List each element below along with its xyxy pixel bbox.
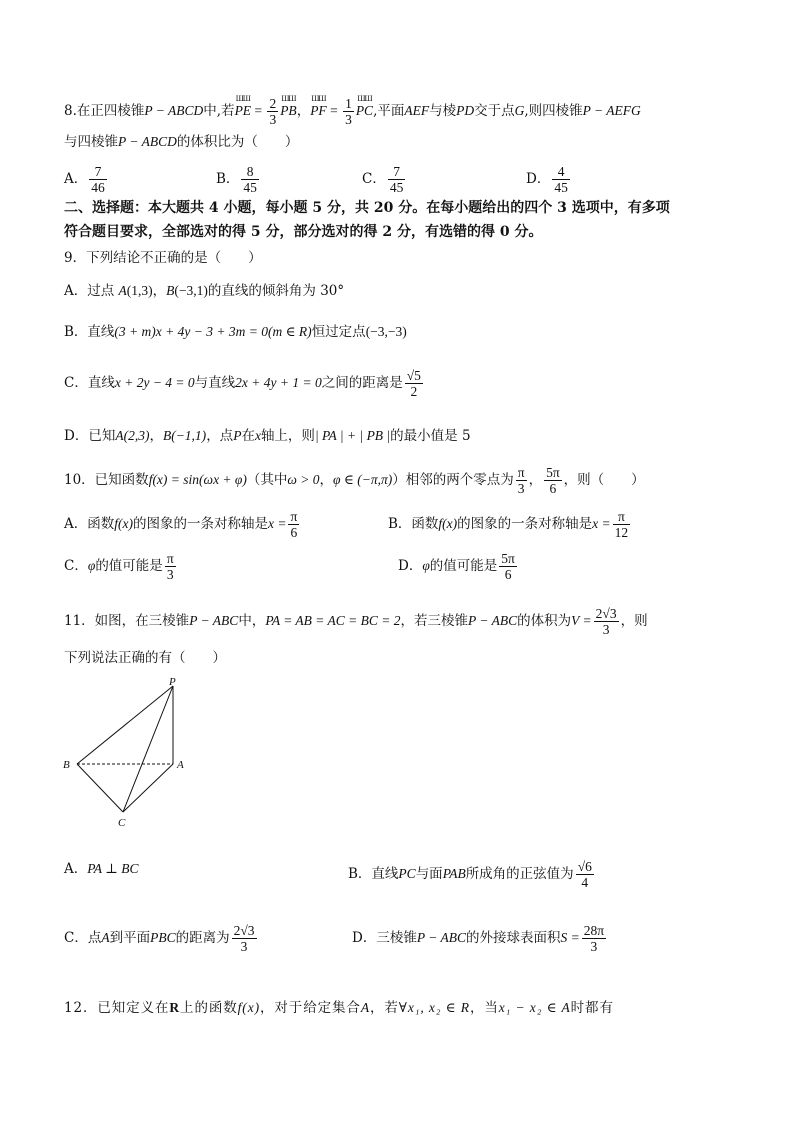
numerator: π (290, 509, 298, 524)
option-text: 的图象的一条对称轴是 (132, 516, 268, 532)
axis-eq: x = (267, 516, 287, 531)
numerator: 2√3 (595, 606, 617, 621)
option-text: ，点 (206, 428, 234, 444)
q10-text: ）相邻的两个零点为 (392, 472, 514, 488)
point-g: G (514, 103, 525, 118)
function-name: f(x) (237, 1000, 260, 1015)
option-text: 与面 (415, 866, 443, 882)
q10-option-d[interactable] (398, 551, 519, 582)
pyramid: P − ABC (189, 613, 239, 628)
q9-option-c[interactable] (64, 368, 425, 399)
fraction-sqrt5-2 (405, 368, 423, 399)
q9-option-d[interactable] (64, 426, 471, 446)
option-label: D． (526, 171, 551, 187)
option-text: 的值可能是 (95, 558, 163, 574)
q11-text: 中， (238, 613, 266, 629)
q10-stem (64, 465, 645, 496)
q11-stem-cont: 下列说法正确的有（ ） (64, 650, 226, 666)
denominator: 4 (581, 875, 589, 890)
option-label: A． (64, 171, 88, 187)
option-text: 到平面 (109, 930, 151, 946)
q8-text: 交于点 (474, 103, 515, 119)
difference-cond: x₁ − x₂ ∈ A (498, 1000, 571, 1015)
option-text: 的图象的一条对称轴是 (457, 516, 593, 532)
q10-text: ，则（ ） (563, 472, 645, 488)
fraction-5pi-6 (544, 465, 562, 496)
denominator: 45 (554, 180, 568, 195)
phi-symbol: φ (422, 558, 430, 573)
edge-pb (77, 686, 173, 764)
edge-ca (123, 764, 173, 812)
plane-pab: PAB (442, 866, 466, 881)
q10-option-c[interactable] (64, 551, 178, 582)
q11-text: ，若三棱锥 (400, 613, 469, 629)
q8-line2 (64, 132, 298, 152)
line-pc: PC (398, 866, 416, 881)
option-text: 的外接球表面积 (465, 930, 561, 946)
vector-arrow: ШШ (357, 94, 372, 103)
option-text: 与直线 (194, 375, 236, 391)
q10-text: 10．已知函数 (64, 472, 149, 488)
function-name: f(x) (438, 516, 458, 531)
numerator: 8 (241, 164, 259, 180)
denominator: 46 (91, 180, 105, 195)
perpendicular: PA ⊥ BC (87, 861, 139, 876)
vector-pf (310, 94, 327, 121)
q8-text: 在正四棱锥 (76, 103, 145, 119)
q8-number: 8. (64, 103, 77, 119)
numerator: 2√3 (233, 923, 255, 938)
q10-option-b[interactable] (388, 509, 632, 540)
edge-bc (77, 764, 123, 812)
q11-option-c[interactable] (64, 923, 259, 954)
option-text: B．直线 (64, 324, 115, 340)
equals: = (326, 103, 342, 118)
q8-pyramid: P − ABCD (118, 134, 177, 149)
q8-options (64, 156, 714, 196)
fraction-pi-3 (516, 465, 527, 496)
option-text: D．三棱锥 (352, 930, 417, 946)
separator: ， (149, 428, 163, 444)
edge-pc (123, 686, 173, 812)
option-fraction (89, 164, 107, 195)
label-b: B (63, 759, 70, 771)
point-p: P (233, 428, 242, 443)
numerator: 28π (583, 923, 605, 938)
numerator: 4 (552, 164, 570, 180)
q10-option-a[interactable] (64, 509, 301, 540)
q12-text: ，当 (469, 1000, 499, 1016)
plane-aef: AEF (404, 103, 430, 118)
option-text: 恒过定点 (311, 324, 366, 340)
fraction-pi-12 (613, 509, 631, 540)
denominator: 3 (602, 622, 610, 637)
option-text: 所成角的正弦值为 (465, 866, 574, 882)
option-text: 轴上，则 (260, 428, 315, 444)
fraction-1-3 (343, 96, 354, 127)
option-text: C． (64, 558, 88, 574)
option-text: 之间的距离是 (321, 375, 403, 391)
line-equation: 2x + 4y + 1 = 0 (235, 375, 322, 390)
denominator: 3 (345, 112, 352, 127)
fraction-5pi-6 (499, 551, 517, 582)
q8-pyramid-aefg: P − AEFG (582, 103, 641, 118)
option-text: 的距离为 (175, 930, 230, 946)
q8-option-d[interactable] (526, 164, 572, 195)
section2-heading-cont: 符合题目要求，全部选对的得 5 分，部分选对的得 2 分，有选错的得 0 分。 (64, 224, 543, 240)
option-text: A． (64, 861, 88, 877)
q12-text: 时都有 (570, 1000, 614, 1016)
q8-text: 的体积比为（ ） (176, 134, 299, 150)
denominator: 6 (504, 567, 512, 582)
q8-text: 与四棱锥 (64, 134, 118, 150)
denominator: 3 (240, 939, 248, 954)
function-name: f(x) (114, 516, 133, 531)
label-c: C (118, 817, 126, 829)
denominator: 3 (269, 112, 277, 127)
q8-option-a[interactable] (64, 164, 109, 195)
pyramid: P − ABC (416, 930, 466, 945)
q9-option-a[interactable] (64, 281, 344, 301)
q12-text: ，对于给定集合 (260, 1000, 361, 1016)
distance-sum: | PA | + | PB | (314, 428, 391, 443)
phi-range: φ ∈ (−π,π) (333, 472, 393, 487)
option-text: B．函数 (388, 516, 439, 532)
edge-lengths: PA = AB = AC = BC = 2 (265, 613, 401, 628)
option-text: A．函数 (64, 516, 115, 532)
fraction-pi-6 (288, 509, 299, 540)
vector-label: PB (280, 103, 297, 118)
axis-eq: x = (592, 516, 611, 531)
fraction-pi-3 (165, 551, 176, 582)
axis-x: x (254, 428, 261, 443)
fixed-point: (−3,−3) (365, 324, 407, 339)
q11-text: ，则 (620, 613, 648, 629)
label-p: P (169, 676, 176, 688)
plane-pbc: PBC (150, 930, 176, 945)
numerator: π (517, 465, 525, 480)
separator: ， (528, 472, 543, 488)
denominator: 3 (517, 481, 525, 496)
coords: (−3,1) (174, 283, 208, 298)
denominator: 3 (590, 939, 598, 954)
point-a: A(2,3) (115, 428, 150, 443)
q8-option-c[interactable] (362, 164, 407, 195)
pyramid: P − ABC (468, 613, 518, 628)
q8-text: ,平面 (373, 103, 405, 119)
option-text: C．直线 (64, 375, 115, 391)
q11-option-b[interactable] (348, 859, 596, 890)
option-text: A．过点 (64, 283, 119, 299)
edge-pd: PD (456, 103, 475, 118)
q10-text: （其中 (246, 472, 288, 488)
q11-stem (64, 606, 648, 637)
numerator: π (166, 551, 174, 566)
numerator: 5π (546, 465, 560, 480)
q8-text: ,则四棱锥 (524, 103, 583, 119)
fraction-28pi-3 (582, 923, 606, 954)
separator: ， (152, 283, 167, 299)
separator: ， (296, 103, 311, 119)
vector-label: PF (310, 103, 327, 118)
fraction-sqrt6-4 (576, 859, 594, 890)
denominator: 2 (410, 384, 418, 399)
denominator: 3 (166, 567, 174, 582)
vector-pe (234, 94, 252, 121)
denominator: 6 (290, 525, 298, 540)
option-text: 在 (241, 428, 255, 444)
separator: ， (319, 472, 334, 488)
line-equation: x + 2y − 4 = 0 (114, 375, 195, 390)
q11-text: 11．如图，在三棱锥 (64, 613, 190, 629)
vector-pc (355, 94, 374, 121)
q8-option-b[interactable] (216, 164, 261, 195)
q12-text: 12．已知定义在 (64, 1000, 170, 1016)
function-def: f(x) = sin(ωx + φ) (148, 472, 247, 487)
volume-eq: V = (571, 613, 592, 628)
option-text: D．已知 (64, 428, 116, 444)
pyramid-figure (56, 674, 196, 832)
q9-stem: 9．下列结论不正确的是（ ） (64, 250, 262, 266)
q9-option-b[interactable] (64, 322, 407, 342)
equals: = (251, 103, 266, 118)
fraction-2sqrt3-3 (594, 606, 619, 637)
q12-text: 上的函数 (180, 1000, 238, 1016)
numerator: √6 (577, 859, 592, 874)
vector-arrow: ШШ (281, 94, 296, 103)
q12-text: ，若 (369, 1000, 399, 1016)
option-text: 的值可能是 (429, 558, 498, 574)
vector-pb (280, 94, 297, 121)
vector-label: PC (355, 103, 374, 118)
denominator: 6 (549, 481, 557, 496)
option-text: D． (398, 558, 423, 574)
point-b: B (166, 283, 175, 298)
line-equation: (3 + m)x + 4y − 3 + 3m = 0(m ∈ R) (114, 324, 312, 339)
denominator: 45 (389, 180, 404, 195)
numerator: 7 (89, 164, 107, 180)
forall-cond: ∀x₁, x₂ ∈ R (398, 1000, 470, 1015)
fraction-2sqrt3-3 (232, 923, 257, 954)
coords: (1,3) (126, 283, 153, 298)
omega-cond: ω > 0 (287, 472, 320, 487)
q8-pyramid: P − ABCD (144, 103, 204, 118)
vector-label: PE (234, 103, 252, 118)
point-a: A (118, 283, 127, 298)
option-label: C． (362, 171, 386, 187)
section2-heading: 二、选择题：本大题共 4 小题，每小题 5 分，共 20 分。在每小题给出的四个 3 选项中，有多项 (64, 200, 670, 216)
real-set: R (169, 1000, 181, 1015)
option-text: 的最小值是 5 (390, 428, 471, 444)
q8-line1 (64, 96, 641, 127)
option-text: B．直线 (348, 866, 399, 882)
option-label: B． (216, 171, 240, 187)
q11-text: 的体积为 (517, 613, 572, 629)
q8-text: 中,若 (203, 103, 235, 119)
label-a: A (177, 759, 184, 771)
numerator: 1 (345, 96, 352, 111)
set-a: A (360, 1000, 370, 1015)
numerator: 5π (501, 551, 515, 566)
option-text: C．点 (64, 930, 102, 946)
numerator: 7 (388, 164, 406, 180)
area-eq: S = (560, 930, 580, 945)
denominator: 12 (614, 525, 629, 540)
point-b: B(−1,1) (162, 428, 207, 443)
fraction-2-3 (267, 96, 278, 127)
option-fraction (552, 164, 570, 195)
numerator: √5 (406, 368, 421, 383)
phi-symbol: φ (87, 558, 96, 573)
option-fraction (241, 164, 259, 195)
q8-text: 与棱 (429, 103, 457, 119)
q12-stem (64, 998, 614, 1018)
option-text: 的直线的倾斜角为 30° (207, 283, 345, 299)
vector-arrow: ШШ (311, 94, 326, 103)
denominator: 45 (243, 180, 257, 195)
numerator: π (613, 509, 631, 525)
q11-option-d[interactable] (352, 923, 608, 954)
option-fraction (388, 164, 406, 195)
numerator: 2 (269, 96, 277, 111)
vector-arrow: ШШ (235, 94, 250, 103)
q11-option-a[interactable] (64, 859, 138, 879)
point-a: A (101, 930, 110, 945)
